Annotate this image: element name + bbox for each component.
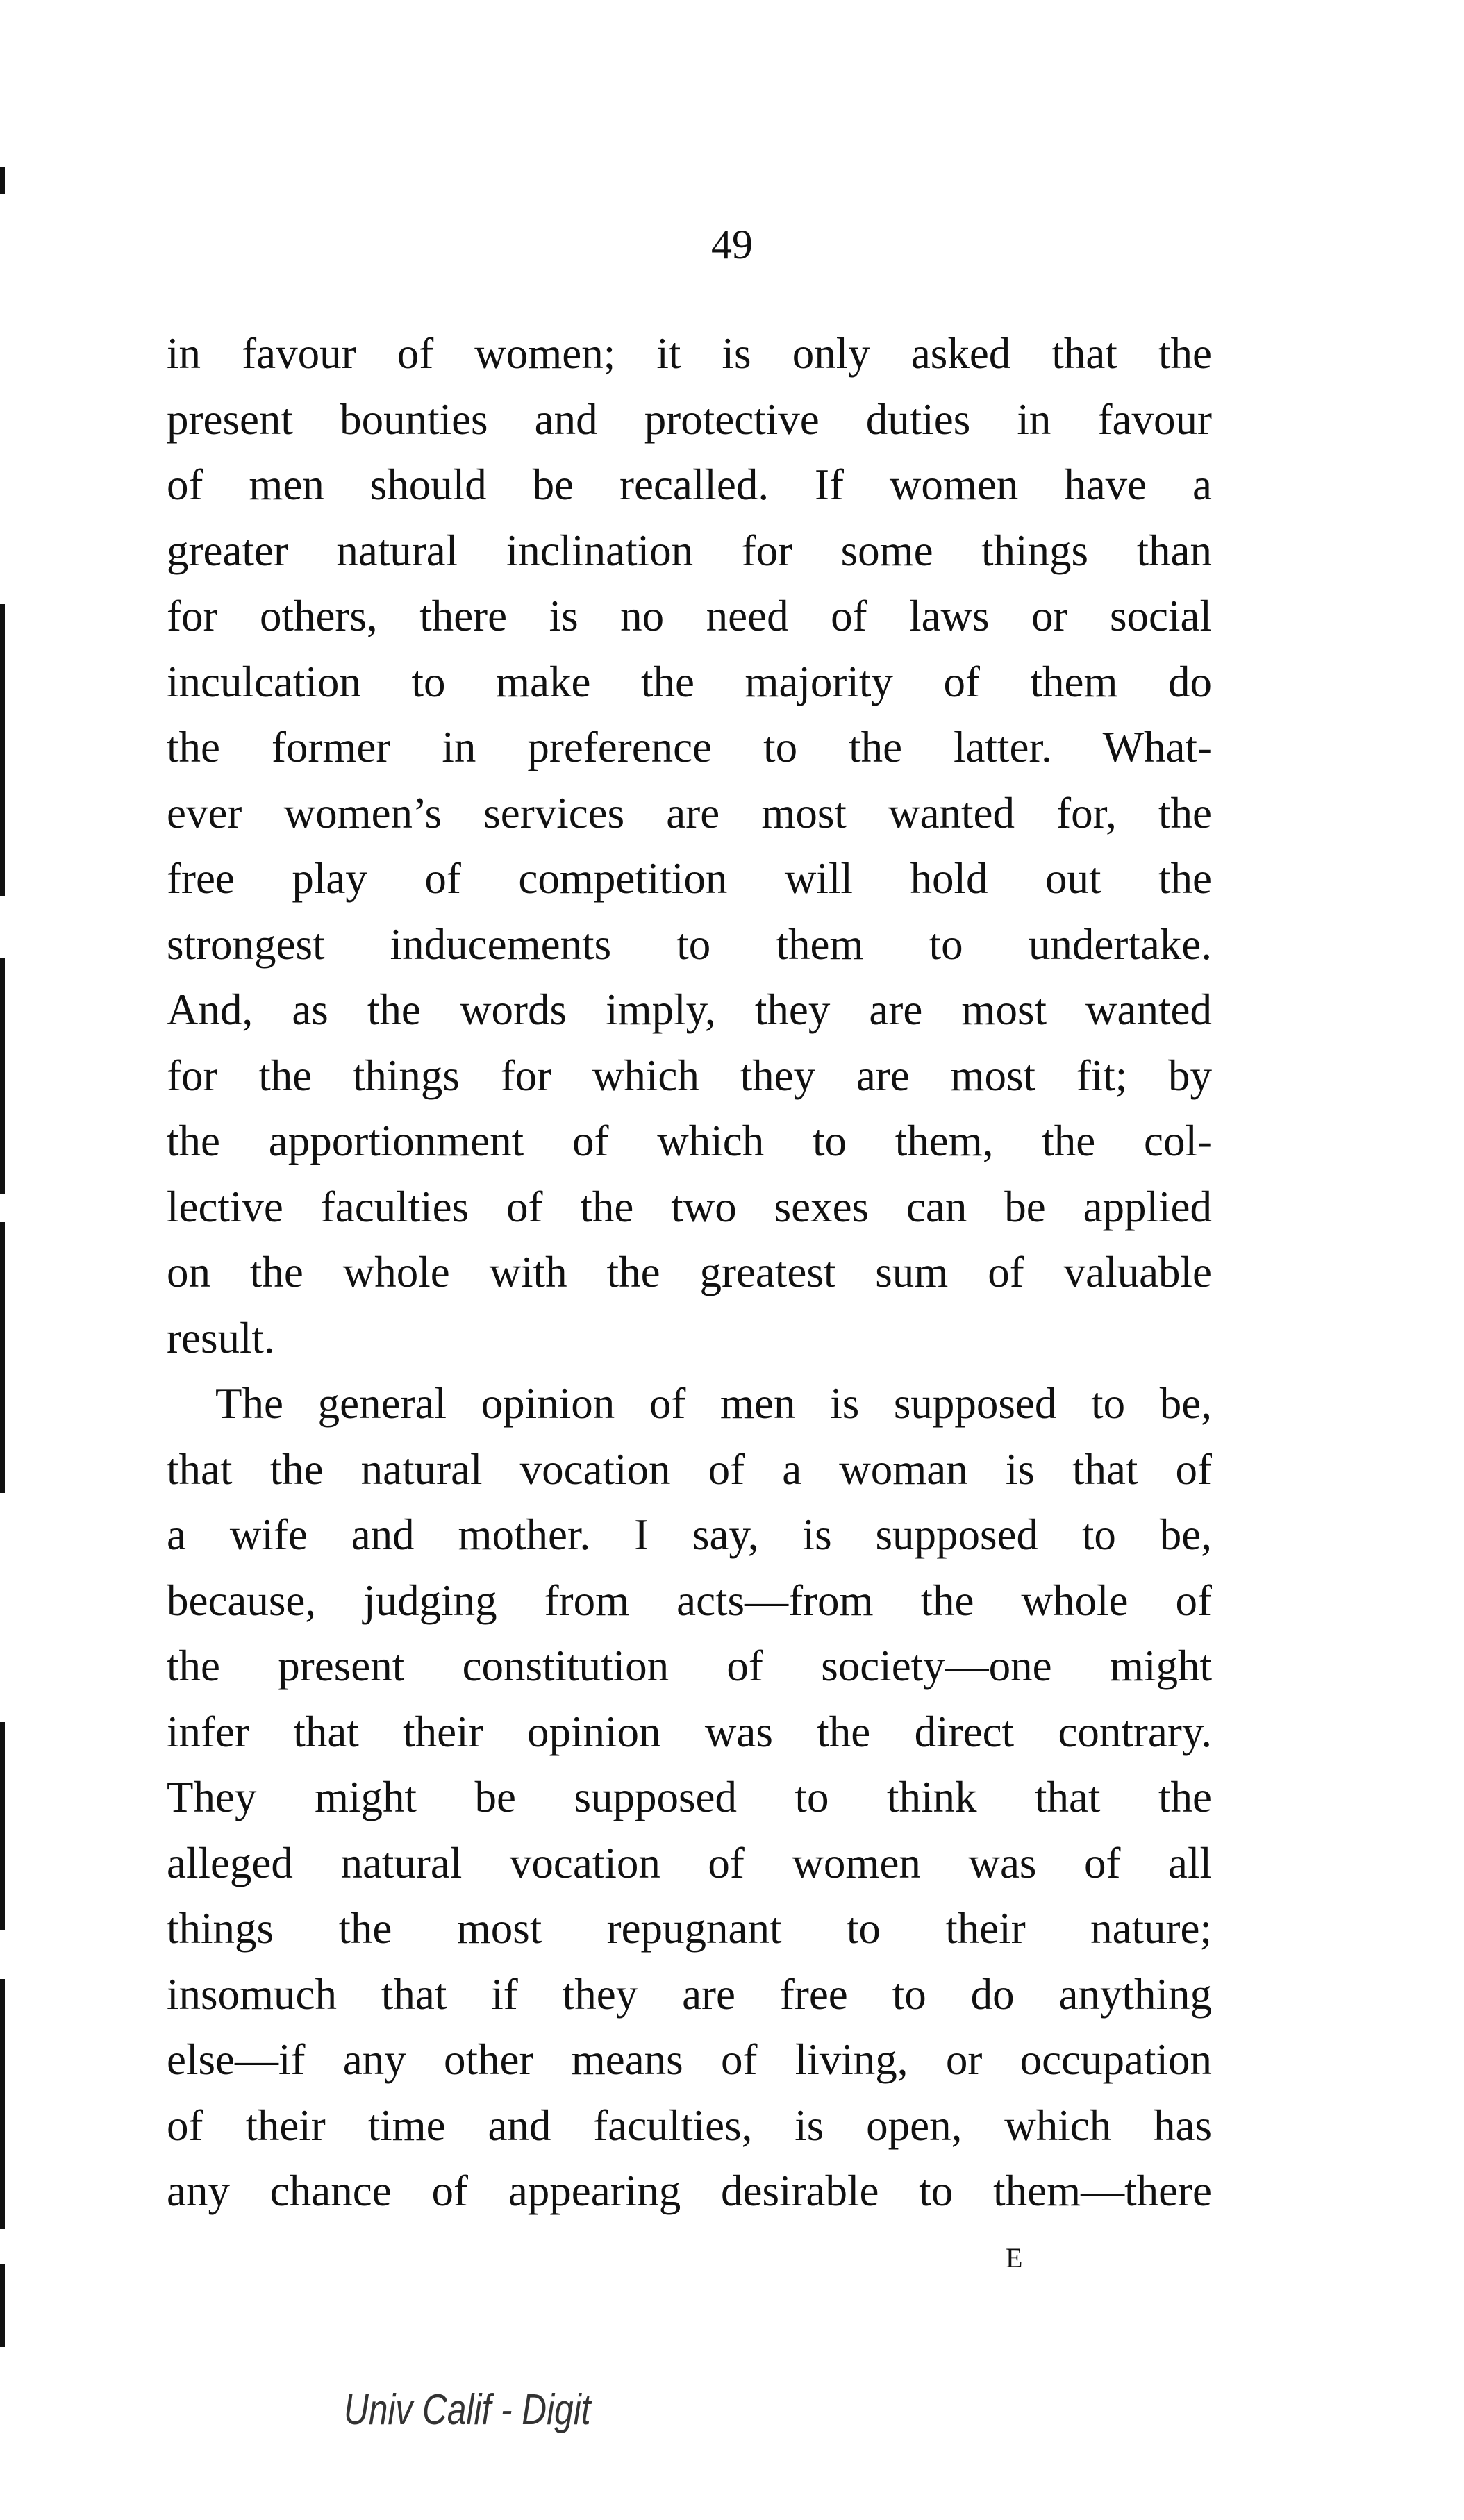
body-text <box>167 321 1212 2224</box>
text-line: And, as the words imply, they are most wanted <box>167 985 1212 1034</box>
text-line: for others, there is no need of laws or social <box>167 592 1212 640</box>
text-line: of their time and faculties, is open, which has <box>167 2101 1212 2150</box>
text-line: greater natural inclination for some things than <box>167 526 1212 575</box>
text-line: result. <box>167 1313 275 1362</box>
text-line: inculcation to make the majority of them do <box>167 657 1212 706</box>
text-line: on the whole with the greatest sum of valuable <box>167 1248 1212 1296</box>
scan-edge-mark <box>0 958 5 1194</box>
text-line: the apportionment of which to them, the col- <box>167 1117 1212 1165</box>
text-line: free play of competition will hold out the <box>167 854 1212 903</box>
text-line: the present constitution of society—one might <box>167 1642 1212 1690</box>
text-line: strongest inducements to them to undertake. <box>167 919 1212 969</box>
signature-mark: E <box>1006 2242 1023 2273</box>
text-line: any chance of appearing desirable to them—there <box>167 2167 1212 2215</box>
text-line: a wife and mother. I say, is supposed to be, <box>167 1510 1212 1559</box>
text-line: things the most repugnant to their nature; <box>167 1904 1212 1953</box>
text-line: in favour of women; it is only asked that the <box>167 329 1212 378</box>
text-line: that the natural vocation of a woman is that of <box>167 1444 1212 1494</box>
text-line: because, judging from acts—from the whole of <box>167 1576 1212 1625</box>
scan-edge-mark <box>0 1222 5 1493</box>
watermark: Univ Calif - Digit <box>344 2386 591 2434</box>
page-number: 49 <box>711 222 753 267</box>
text-line: alleged natural vocation of women was of all <box>167 1838 1212 1887</box>
text-line: infer that their opinion was the direct contrary. <box>167 1707 1212 1756</box>
text-line: insomuch that if they are free to do anything <box>167 1969 1212 2019</box>
scan-edge-mark <box>0 1722 5 1930</box>
scan-edge-mark <box>0 604 5 896</box>
scan-edge-mark <box>0 1979 5 2229</box>
text-line: for the things for which they are most fit; by <box>167 1051 1212 1100</box>
scan-edge-mark <box>0 2264 5 2347</box>
text-line: the former in preference to the latter. What- <box>167 723 1212 771</box>
text-line: lective faculties of the two sexes can be applied <box>167 1182 1212 1231</box>
text-line: present bounties and protective duties in favour <box>167 394 1212 444</box>
text-line: They might be supposed to think that the <box>167 1773 1212 1821</box>
text-line: ever women’s services are most wanted for, the <box>167 788 1212 837</box>
text-line: of men should be recalled. If women have a <box>167 460 1212 509</box>
text-line: The general opinion of men is supposed to be, <box>215 1379 1212 1428</box>
scan-edge-mark <box>0 167 5 194</box>
text-line: else—if any other means of living, or occupation <box>167 2035 1212 2084</box>
